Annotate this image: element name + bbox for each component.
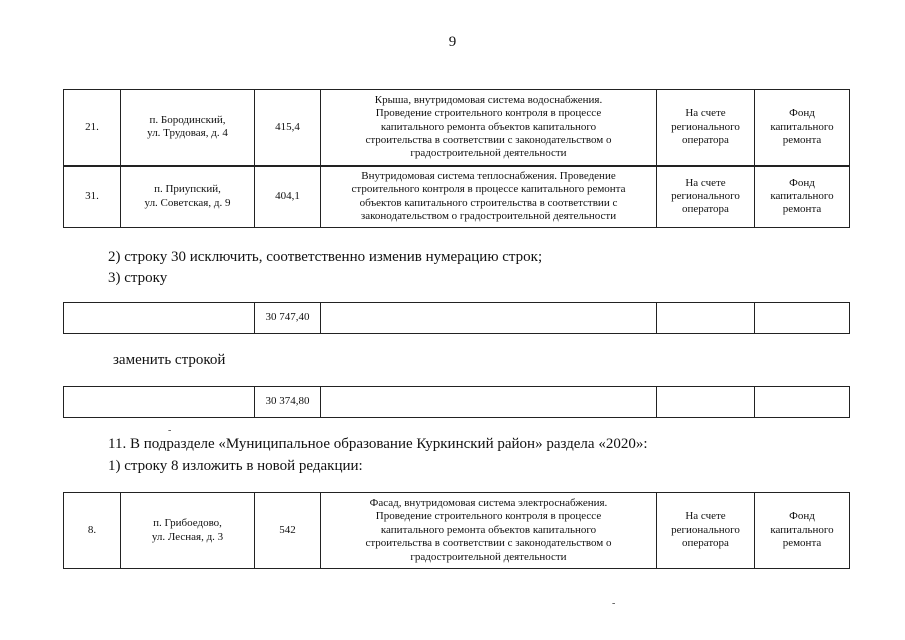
empty-cell bbox=[755, 387, 850, 418]
scan-mark: - bbox=[612, 598, 616, 609]
table-row bbox=[64, 90, 850, 166]
exclude-line-text: 2) строку 30 исключить, соответственно изменив нумерацию строк; bbox=[108, 249, 543, 265]
row-reference-text: 3) строку bbox=[108, 270, 168, 286]
funding-source-cell: Фонд капитального ремонта bbox=[755, 90, 850, 166]
total-table-new bbox=[63, 386, 850, 418]
section-heading-text: 11. В подразделе «Муниципальное образование Куркинский район» раздела «2020»: bbox=[108, 436, 648, 452]
object-table-1 bbox=[63, 89, 850, 228]
work-description-cell: Фасад, внутридомовая система электроснабжения. Проведение строительного контроля в процессе капитального ремонта объектов капитального строительства в соответствии с законодательством о градостроительной деятельности bbox=[321, 493, 657, 569]
object-table-2 bbox=[63, 492, 850, 569]
row-number-cell: 8. bbox=[64, 493, 121, 569]
replace-line-text: заменить строкой bbox=[113, 352, 226, 368]
table-row bbox=[64, 303, 850, 334]
address-cell: п. Грибоедово, ул. Лесная, д. 3 bbox=[121, 493, 255, 569]
table-row bbox=[64, 387, 850, 418]
work-description-cell: Внутридомовая система теплоснабжения. Проведение строительного контроля в процессе капитального ремонта объектов капитального строительства в соответствии с законодательством о градостроительной деятельности bbox=[321, 166, 657, 228]
area-cell: 404,1 bbox=[255, 166, 321, 228]
scan-mark: - bbox=[168, 425, 172, 436]
work-description-cell: Крыша, внутридомовая система водоснабжения. Проведение строительного контроля в процессе капитального ремонта объектов капитального строительства в соответствии с законодательством о градостроительной деятельности bbox=[321, 90, 657, 166]
account-type-cell: На счете регионального оператора bbox=[657, 166, 755, 228]
new-edition-text: 1) строку 8 изложить в новой редакции: bbox=[108, 458, 363, 474]
address-cell: п. Бородинский, ул. Трудовая, д. 4 bbox=[121, 90, 255, 166]
total-table-old bbox=[63, 302, 850, 334]
account-type-cell: На счете регионального оператора bbox=[657, 90, 755, 166]
empty-cell bbox=[321, 387, 657, 418]
row-number-cell: 31. bbox=[64, 166, 121, 228]
funding-source-cell: Фонд капитального ремонта bbox=[755, 493, 850, 569]
area-cell: 415,4 bbox=[255, 90, 321, 166]
row-number-cell: 21. bbox=[64, 90, 121, 166]
empty-cell bbox=[657, 303, 755, 334]
empty-cell bbox=[755, 303, 850, 334]
page-number: 9 bbox=[448, 34, 457, 50]
funding-source-cell: Фонд капитального ремонта bbox=[755, 166, 850, 228]
total-area-cell: 30 747,40 bbox=[255, 303, 321, 334]
address-cell: п. Приупский, ул. Советская, д. 9 bbox=[121, 166, 255, 228]
empty-cell bbox=[64, 303, 255, 334]
empty-cell bbox=[64, 387, 255, 418]
total-area-cell: 30 374,80 bbox=[255, 387, 321, 418]
table-row bbox=[64, 166, 850, 228]
empty-cell bbox=[321, 303, 657, 334]
empty-cell bbox=[657, 387, 755, 418]
account-type-cell: На счете регионального оператора bbox=[657, 493, 755, 569]
area-cell: 542 bbox=[255, 493, 321, 569]
table-row bbox=[64, 493, 850, 569]
